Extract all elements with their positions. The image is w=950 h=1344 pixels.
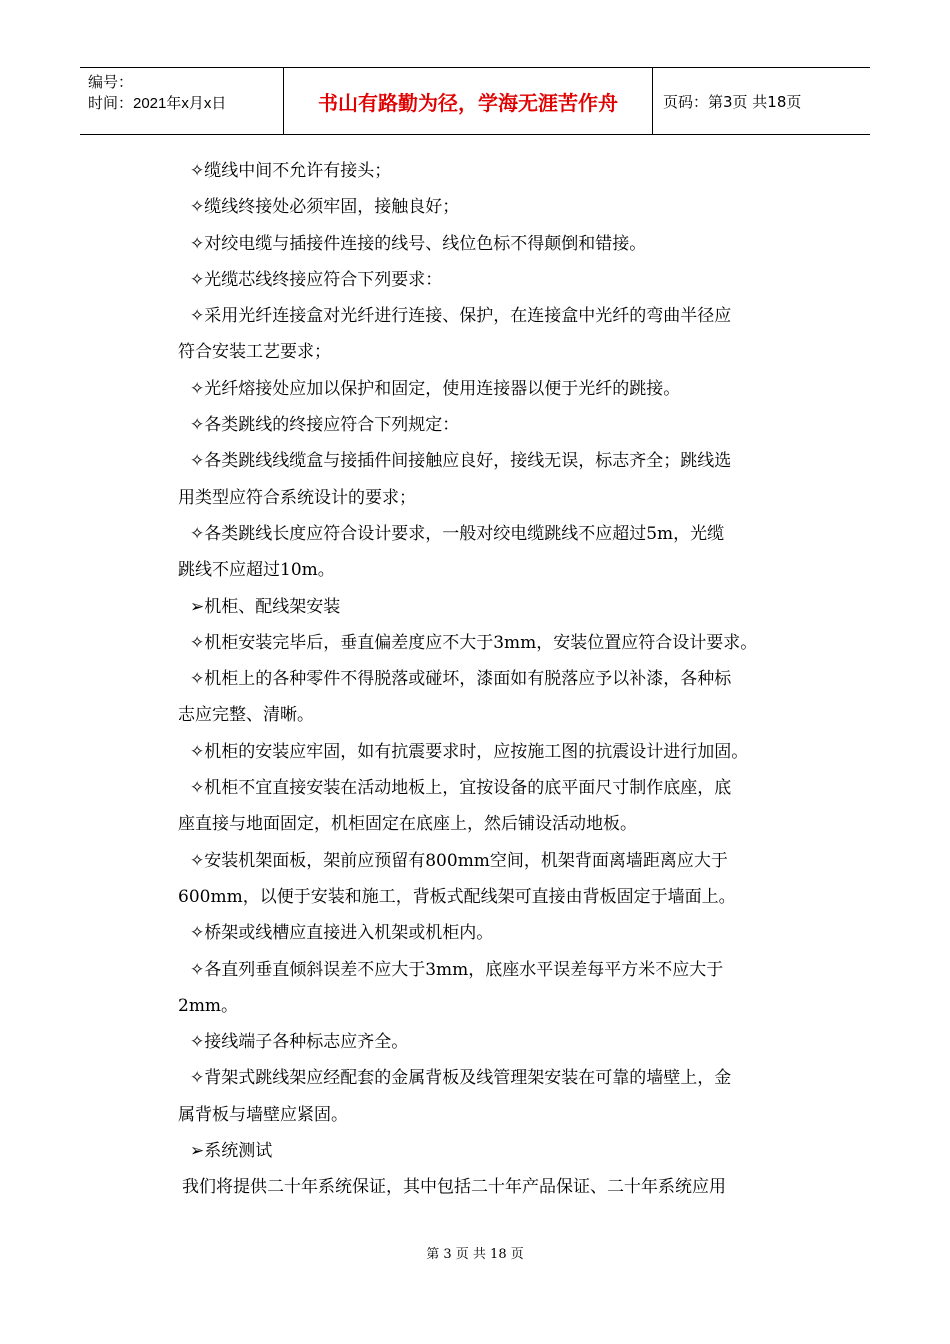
body-line: ✧采用光纤连接盒对光纤进行连接、保护，在连接盒中光纤的弯曲半径应 <box>190 306 732 327</box>
body-line: ✧各直列垂直倾斜误差不应大于3mm，底座水平误差每平方米不应大于 <box>190 959 724 980</box>
body-line: ✧各类跳线线缆盒与接插件间接触应良好，接线无误，标志齐全；跳线选 <box>190 451 732 472</box>
body-line: 跳线不应超过10m。 <box>178 560 335 581</box>
body-line: ✧机柜上的各种零件不得脱落或碰坏，漆面如有脱落应予以补漆，各种标 <box>190 669 732 690</box>
body-line: 座直接与地面固定，机柜固定在底座上，然后铺设活动地板。 <box>178 814 637 835</box>
body-line: ✧各类跳线的终接应符合下列规定： <box>190 415 460 436</box>
body-line: ✧对绞电缆与插接件连接的线号、线位色标不得颠倒和错接。 <box>190 233 647 254</box>
body-line: ✧背架式跳线架应经配套的金属背板及线管理架安装在可靠的墙壁上，金 <box>190 1068 732 1089</box>
page-header <box>80 67 870 135</box>
header-page-info: 页码：第3页 共18页 <box>663 92 802 111</box>
body-line: ✧缆线中间不允许有接头； <box>190 161 392 181</box>
section-heading: ➢机柜、配线架安装 <box>190 596 341 617</box>
body-line: 我们将提供二十年系统保证，其中包括二十年产品保证、二十年系统应用 <box>182 1177 726 1198</box>
body-line: 志应完整、清晰。 <box>178 705 314 726</box>
body-line: 2mm。 <box>178 995 239 1016</box>
header-meta <box>80 68 283 134</box>
document-time-label: 时间：2021年x月x日 <box>88 95 227 112</box>
body-line: ✧接线端子各种标志应齐全。 <box>190 1032 409 1053</box>
section-heading: ➢系统测试 <box>190 1141 273 1162</box>
body-line: 600mm，以便于安装和施工，背板式配线架可直接由背板固定于墙面上。 <box>178 886 736 907</box>
page-footer: 第 3 页 共 18 页 <box>426 1247 524 1262</box>
body-line: 符合安装工艺要求； <box>178 342 331 363</box>
body-line: ✧机柜的安装应牢固，如有抗震要求时，应按施工图的抗震设计进行加固。 <box>190 741 749 762</box>
body-line: ✧各类跳线长度应符合设计要求，一般对绞电缆跳线不应超过5m，光缆 <box>190 523 725 544</box>
body-line: ✧安装机架面板，架前应预留有800mm空间，机架背面离墙距离应大于 <box>190 850 728 871</box>
document-number-label: 编号： <box>88 74 134 91</box>
body-line: ✧机柜安装完毕后，垂直偏差度应不大于3mm，安装位置应符合设计要求。 <box>190 632 758 653</box>
body-line: 属背板与墙壁应紧固。 <box>178 1104 348 1125</box>
body-line: ✧机柜不宜直接安装在活动地板上，宜按设备的底平面尺寸制作底座，底 <box>190 778 732 799</box>
body-line: ✧光纤熔接处应加以保护和固定，使用连接器以便于光纤的跳接。 <box>190 378 681 399</box>
body-line: 用类型应符合系统设计的要求； <box>178 487 416 508</box>
header-motto: 书山有路勤为径，学海无涯苦作舟 <box>283 68 653 134</box>
body-line: ✧光缆芯线终接应符合下列要求： <box>190 269 443 290</box>
body-line: ✧缆线终接处必须牢固，接触良好； <box>190 197 460 218</box>
body-line: ✧桥架或线槽应直接进入机架或机柜内。 <box>190 923 494 944</box>
document-body <box>178 153 810 1206</box>
